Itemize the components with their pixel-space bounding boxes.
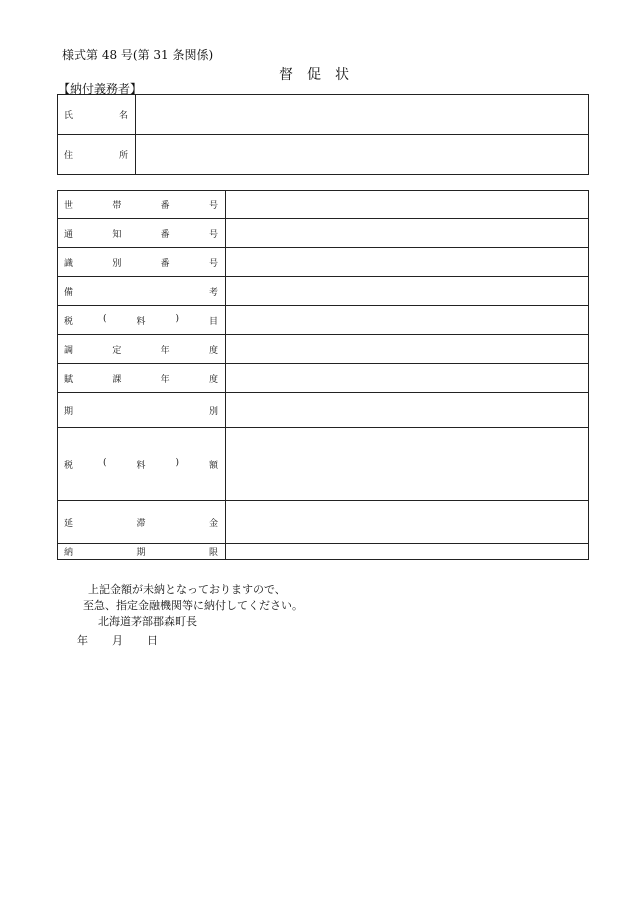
date-label: 年 — [77, 634, 88, 647]
date-label: 日 — [147, 634, 158, 647]
table-row — [58, 393, 589, 428]
obligor-section-label: 【納付義務者】 — [58, 82, 143, 96]
label-char: 額 — [208, 460, 218, 471]
table-row — [58, 364, 589, 393]
value-cell[interactable] — [226, 191, 589, 219]
label-char: 料 — [136, 460, 146, 471]
table-row — [58, 335, 589, 364]
value-cell[interactable] — [136, 95, 589, 135]
label-char: 年 — [160, 374, 170, 385]
table-row — [58, 95, 589, 135]
form-number: 様式第 48 号(第 31 条関係) — [62, 48, 214, 62]
notice-line-1: 上記金額が未納となっておりますので、 — [88, 583, 286, 596]
value-cell[interactable] — [226, 393, 589, 428]
label-char: 番 — [160, 229, 170, 240]
details-table — [57, 190, 589, 560]
label-char: 税 — [64, 460, 74, 471]
label-char: 帯 — [112, 201, 122, 211]
label-char: 氏 — [64, 111, 74, 121]
label-char: 識 — [64, 258, 74, 269]
label-char: 世 — [64, 201, 74, 211]
date-label: 月 — [112, 634, 123, 647]
table-row — [58, 219, 589, 248]
value-cell[interactable] — [226, 277, 589, 306]
row-label — [58, 191, 226, 219]
label-char: 課 — [112, 374, 122, 385]
label-char: 通 — [64, 229, 74, 240]
label-char: 期 — [136, 548, 146, 558]
value-cell[interactable] — [226, 544, 589, 560]
label-char: 所 — [118, 151, 128, 161]
table-row — [58, 191, 589, 219]
table-row — [58, 428, 589, 501]
label-char: 滞 — [136, 518, 146, 529]
row-label — [58, 335, 226, 364]
label-char: 別 — [208, 406, 218, 417]
row-label — [58, 501, 226, 544]
table-row — [58, 501, 589, 544]
label-char: 調 — [64, 345, 74, 356]
label-char: 延 — [64, 518, 74, 529]
label-char: 号 — [208, 229, 218, 240]
value-cell[interactable] — [226, 428, 589, 501]
value-cell[interactable] — [226, 306, 589, 335]
value-cell[interactable] — [226, 219, 589, 248]
table-row — [58, 277, 589, 306]
notice-line-2: 至急、指定金融機関等に納付してください。 — [83, 599, 303, 612]
row-label — [58, 364, 226, 393]
label-char: 号 — [208, 258, 218, 269]
row-label — [58, 393, 226, 428]
table-row — [58, 544, 589, 560]
title-char: 督 — [279, 67, 295, 83]
label-char: 期 — [64, 406, 74, 417]
label-char: 住 — [64, 151, 74, 161]
label-char: 税 — [64, 316, 74, 327]
label-char: 番 — [160, 201, 170, 211]
row-label — [58, 306, 226, 335]
issue-date — [77, 632, 182, 648]
value-cell[interactable] — [226, 248, 589, 277]
label-char: 金 — [208, 518, 218, 529]
label-char: 番 — [160, 258, 170, 269]
title-char: 状 — [335, 67, 351, 83]
value-cell[interactable] — [226, 364, 589, 393]
label-char: 料 — [136, 316, 146, 327]
label-char: 目 — [208, 316, 218, 327]
value-cell[interactable] — [136, 135, 589, 175]
obligor-table — [57, 94, 589, 175]
label-char: 考 — [208, 287, 218, 298]
label-char: ) — [175, 313, 179, 324]
label-char: 納 — [64, 548, 74, 558]
table-row — [58, 135, 589, 175]
row-label — [58, 135, 136, 175]
row-label — [58, 277, 226, 306]
label-char: 度 — [208, 374, 218, 385]
table-row — [58, 248, 589, 277]
label-char: 限 — [208, 548, 218, 558]
row-label — [58, 248, 226, 277]
label-char: 定 — [112, 345, 122, 356]
label-char: 度 — [208, 345, 218, 356]
row-label — [58, 428, 226, 501]
row-label — [58, 219, 226, 248]
label-char: 号 — [208, 201, 218, 211]
table-row — [58, 306, 589, 335]
label-char: 名 — [118, 111, 128, 121]
label-char: ( — [102, 313, 107, 324]
row-label — [58, 544, 226, 560]
label-char: 備 — [64, 287, 74, 298]
label-char: 知 — [112, 229, 122, 240]
label-char: 賦 — [64, 374, 74, 385]
row-label — [58, 95, 136, 135]
title-char: 促 — [307, 67, 323, 83]
label-char: 年 — [160, 345, 170, 356]
label-char: 別 — [112, 258, 122, 269]
value-cell[interactable] — [226, 335, 589, 364]
label-char: ) — [175, 457, 179, 468]
label-char: ( — [102, 457, 107, 468]
value-cell[interactable] — [226, 501, 589, 544]
issuer-name: 北海道茅部郡森町長 — [98, 615, 197, 628]
